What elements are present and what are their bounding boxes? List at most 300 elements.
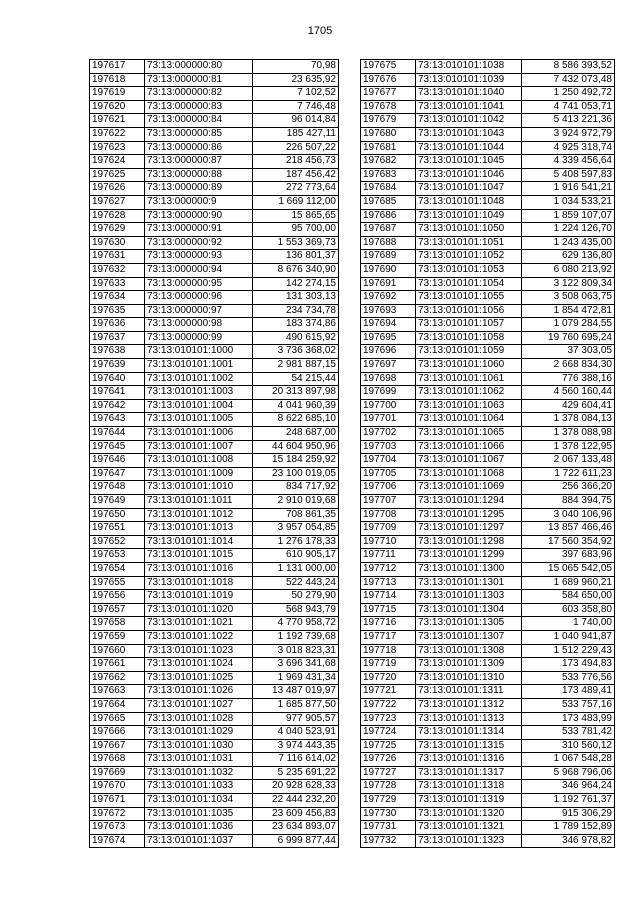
table-row — [90, 617, 339, 631]
table-row — [90, 821, 339, 835]
cadastral-number-cell: 73:13:010101:1299 — [416, 549, 522, 563]
row-number-cell: 197671 — [90, 794, 145, 808]
value-cell: 1 224 126,70 — [522, 223, 615, 237]
cadastral-number-cell: 73:13:010101:1057 — [416, 318, 522, 332]
row-number-cell: 197691 — [361, 277, 416, 291]
cadastral-number-cell: 73:13:010101:1019 — [145, 590, 253, 604]
table-row — [361, 644, 615, 658]
cadastral-number-cell: 73:13:010101:1297 — [416, 522, 522, 536]
value-cell: 1 916 541,21 — [522, 182, 615, 196]
cadastral-number-cell: 73:13:010101:1303 — [416, 590, 522, 604]
row-number-cell: 197636 — [90, 318, 145, 332]
table-row — [90, 481, 339, 495]
table-row — [361, 168, 615, 182]
row-number-cell: 197653 — [90, 549, 145, 563]
table-row — [90, 331, 339, 345]
cadastral-number-cell: 73:13:010101:1064 — [416, 413, 522, 427]
value-cell: 3 974 443,35 — [253, 739, 339, 753]
row-number-cell: 197642 — [90, 399, 145, 413]
value-cell: 397 683,96 — [522, 549, 615, 563]
cadastral-number-cell: 73:13:010101:1040 — [416, 87, 522, 101]
table-row — [90, 753, 339, 767]
cadastral-number-cell: 73:13:010101:1025 — [145, 671, 253, 685]
table-row — [361, 100, 615, 114]
row-number-cell: 197634 — [90, 291, 145, 305]
value-cell: 1 276 178,33 — [253, 535, 339, 549]
table-row — [361, 114, 615, 128]
row-number-cell: 197709 — [361, 522, 416, 536]
cadastral-number-cell: 73:13:010101:1320 — [416, 807, 522, 821]
table-row — [361, 467, 615, 481]
cadastral-number-cell: 73:13:010101:1305 — [416, 617, 522, 631]
cadastral-number-cell: 73:13:010101:1051 — [416, 236, 522, 250]
cadastral-number-cell: 73:13:010101:1295 — [416, 508, 522, 522]
table-row — [90, 671, 339, 685]
cadastral-number-cell: 73:13:010101:1068 — [416, 467, 522, 481]
value-cell: 776 388,16 — [522, 372, 615, 386]
row-number-cell: 197637 — [90, 331, 145, 345]
cadastral-number-cell: 73:13:010101:1312 — [416, 698, 522, 712]
value-cell: 6 999 877,44 — [253, 834, 339, 848]
row-number-cell: 197680 — [361, 127, 416, 141]
table-row — [361, 495, 615, 509]
table-row — [90, 195, 339, 209]
value-cell: 19 760 695,24 — [522, 331, 615, 345]
cadastral-number-cell: 73:13:010101:1043 — [416, 127, 522, 141]
cadastral-number-cell: 73:13:010101:1036 — [145, 821, 253, 835]
table-row — [361, 549, 615, 563]
cadastral-number-cell: 73:13:010101:1024 — [145, 658, 253, 672]
cadastral-number-cell: 73:13:000000:87 — [145, 155, 253, 169]
row-number-cell: 197707 — [361, 495, 416, 509]
row-number-cell: 197668 — [90, 753, 145, 767]
value-cell: 173 494,83 — [522, 658, 615, 672]
cadastral-number-cell: 73:13:010101:1023 — [145, 644, 253, 658]
value-cell: 533 776,56 — [522, 671, 615, 685]
cadastral-number-cell: 73:13:010101:1033 — [145, 780, 253, 794]
table-row — [361, 821, 615, 835]
value-cell: 603 358,80 — [522, 603, 615, 617]
value-cell: 44 604 950,96 — [253, 440, 339, 454]
row-number-cell: 197694 — [361, 318, 416, 332]
table-row — [90, 698, 339, 712]
table-row — [361, 359, 615, 373]
table-row — [361, 182, 615, 196]
cadastral-number-cell: 73:13:000000:82 — [145, 87, 253, 101]
row-number-cell: 197627 — [90, 195, 145, 209]
value-cell: 1 192 761,37 — [522, 794, 615, 808]
cadastral-number-cell: 73:13:010101:1049 — [416, 209, 522, 223]
table-row — [90, 522, 339, 536]
row-number-cell: 197650 — [90, 508, 145, 522]
value-cell: 2 668 834,30 — [522, 359, 615, 373]
cadastral-number-cell: 73:13:010101:1060 — [416, 359, 522, 373]
table-row — [361, 590, 615, 604]
row-number-cell: 197708 — [361, 508, 416, 522]
cadastral-number-cell: 73:13:000000:99 — [145, 331, 253, 345]
row-number-cell: 197729 — [361, 794, 416, 808]
value-cell: 4 770 958,72 — [253, 617, 339, 631]
cadastral-number-cell: 73:13:010101:1294 — [416, 495, 522, 509]
value-cell: 1 250 492,72 — [522, 87, 615, 101]
table-row — [361, 372, 615, 386]
value-cell: 1 789 152,89 — [522, 821, 615, 835]
table-row — [361, 223, 615, 237]
cadastral-number-cell: 73:13:000000:98 — [145, 318, 253, 332]
row-number-cell: 197732 — [361, 834, 416, 848]
table-row — [361, 508, 615, 522]
table-row — [90, 413, 339, 427]
cadastral-number-cell: 73:13:010101:1050 — [416, 223, 522, 237]
value-cell: 915 306,29 — [522, 807, 615, 821]
cadastral-number-cell: 73:13:010101:1028 — [145, 712, 253, 726]
row-number-cell: 197618 — [90, 73, 145, 87]
value-cell: 15 184 259,92 — [253, 454, 339, 468]
table-row — [90, 726, 339, 740]
table-row — [361, 155, 615, 169]
row-number-cell: 197728 — [361, 780, 416, 794]
cadastral-number-cell: 73:13:010101:1003 — [145, 386, 253, 400]
cadastral-number-cell: 73:13:010101:1029 — [145, 726, 253, 740]
value-cell: 7 432 073,48 — [522, 73, 615, 87]
row-number-cell: 197623 — [90, 141, 145, 155]
row-number-cell: 197690 — [361, 263, 416, 277]
cadastral-number-cell: 73:13:010101:1044 — [416, 141, 522, 155]
table-row — [90, 630, 339, 644]
row-number-cell: 197626 — [90, 182, 145, 196]
cadastral-number-cell: 73:13:010101:1014 — [145, 535, 253, 549]
cadastral-number-cell: 73:13:010101:1037 — [145, 834, 253, 848]
row-number-cell: 197718 — [361, 644, 416, 658]
row-number-cell: 197731 — [361, 821, 416, 835]
cadastral-number-cell: 73:13:010101:1022 — [145, 630, 253, 644]
table-row — [361, 141, 615, 155]
value-cell: 584 650,00 — [522, 590, 615, 604]
value-cell: 23 634 893,07 — [253, 821, 339, 835]
table-row — [90, 209, 339, 223]
row-number-cell: 197663 — [90, 685, 145, 699]
row-number-cell: 197676 — [361, 73, 416, 87]
row-number-cell: 197630 — [90, 236, 145, 250]
cadastral-number-cell: 73:13:010101:1062 — [416, 386, 522, 400]
cadastral-number-cell: 73:13:010101:1061 — [416, 372, 522, 386]
table-row — [361, 87, 615, 101]
table-row — [361, 807, 615, 821]
row-number-cell: 197638 — [90, 345, 145, 359]
table-row — [90, 318, 339, 332]
table-row — [361, 535, 615, 549]
row-number-cell: 197683 — [361, 168, 416, 182]
value-cell: 5 968 796,06 — [522, 766, 615, 780]
row-number-cell: 197730 — [361, 807, 416, 821]
value-cell: 1 040 941,87 — [522, 630, 615, 644]
row-number-cell: 197710 — [361, 535, 416, 549]
cadastral-number-cell: 73:13:010101:1298 — [416, 535, 522, 549]
value-cell: 7 746,48 — [253, 100, 339, 114]
row-number-cell: 197726 — [361, 753, 416, 767]
value-cell: 173 489,41 — [522, 685, 615, 699]
cadastral-number-cell: 73:13:010101:1006 — [145, 427, 253, 441]
cadastral-number-cell: 73:13:010101:1020 — [145, 603, 253, 617]
value-cell: 834 717,92 — [253, 481, 339, 495]
cadastral-number-cell: 73:13:010101:1027 — [145, 698, 253, 712]
table-row — [90, 168, 339, 182]
value-cell: 4 560 160,44 — [522, 386, 615, 400]
table-row — [90, 359, 339, 373]
value-cell: 522 443,24 — [253, 576, 339, 590]
row-number-cell: 197621 — [90, 114, 145, 128]
table-row — [90, 712, 339, 726]
table-row — [90, 807, 339, 821]
table-row — [361, 73, 615, 87]
cadastral-number-cell: 73:13:010101:1015 — [145, 549, 253, 563]
table-row — [90, 834, 339, 848]
cadastral-number-cell: 73:13:000000:83 — [145, 100, 253, 114]
table-row — [361, 195, 615, 209]
value-cell: 70,98 — [253, 60, 339, 74]
cadastral-number-cell: 73:13:010101:1318 — [416, 780, 522, 794]
table-row — [90, 372, 339, 386]
cadastral-number-cell: 73:13:010101:1048 — [416, 195, 522, 209]
row-number-cell: 197645 — [90, 440, 145, 454]
cadastral-number-cell: 73:13:010101:1069 — [416, 481, 522, 495]
value-cell: 4 339 456,64 — [522, 155, 615, 169]
table-row — [361, 454, 615, 468]
cadastral-number-cell: 73:13:000000:85 — [145, 127, 253, 141]
value-cell: 4 741 053,71 — [522, 100, 615, 114]
row-number-cell: 197658 — [90, 617, 145, 631]
cadastral-number-cell: 73:13:000000:89 — [145, 182, 253, 196]
cadastral-number-cell: 73:13:010101:1311 — [416, 685, 522, 699]
row-number-cell: 197727 — [361, 766, 416, 780]
value-cell: 1 067 548,28 — [522, 753, 615, 767]
table-row — [90, 603, 339, 617]
value-cell: 234 734,78 — [253, 304, 339, 318]
table-row — [361, 440, 615, 454]
row-number-cell: 197625 — [90, 168, 145, 182]
cadastral-number-cell: 73:13:010101:1026 — [145, 685, 253, 699]
row-number-cell: 197624 — [90, 155, 145, 169]
row-number-cell: 197719 — [361, 658, 416, 672]
table-row — [361, 291, 615, 305]
row-number-cell: 197696 — [361, 345, 416, 359]
value-cell: 8 622 685,10 — [253, 413, 339, 427]
table-row — [90, 454, 339, 468]
row-number-cell: 197660 — [90, 644, 145, 658]
table-row — [90, 658, 339, 672]
row-number-cell: 197619 — [90, 87, 145, 101]
value-cell: 7 102,52 — [253, 87, 339, 101]
table-row — [361, 698, 615, 712]
table-row — [361, 834, 615, 848]
cadastral-number-cell: 73:13:010101:1011 — [145, 495, 253, 509]
table-row — [361, 712, 615, 726]
table-row — [90, 236, 339, 250]
cadastral-number-cell: 73:13:010101:1046 — [416, 168, 522, 182]
table-row — [361, 671, 615, 685]
table-row — [90, 155, 339, 169]
table-row — [90, 73, 339, 87]
value-cell: 3 924 972,79 — [522, 127, 615, 141]
value-cell: 23 635,92 — [253, 73, 339, 87]
row-number-cell: 197703 — [361, 440, 416, 454]
cadastral-number-cell: 73:13:010101:1058 — [416, 331, 522, 345]
table-row — [361, 399, 615, 413]
row-number-cell: 197688 — [361, 236, 416, 250]
cadastral-number-cell: 73:13:010101:1059 — [416, 345, 522, 359]
table-row — [90, 780, 339, 794]
row-number-cell: 197725 — [361, 739, 416, 753]
table-row — [90, 114, 339, 128]
value-cell: 1 243 435,00 — [522, 236, 615, 250]
table-row — [361, 427, 615, 441]
value-cell: 2 981 887,15 — [253, 359, 339, 373]
row-number-cell: 197639 — [90, 359, 145, 373]
right-data-table — [360, 59, 615, 848]
value-cell: 5 408 597,83 — [522, 168, 615, 182]
table-row — [90, 562, 339, 576]
value-cell: 1 079 284,55 — [522, 318, 615, 332]
table-row — [90, 304, 339, 318]
row-number-cell: 197667 — [90, 739, 145, 753]
value-cell: 346 978,82 — [522, 834, 615, 848]
row-number-cell: 197664 — [90, 698, 145, 712]
table-row — [361, 209, 615, 223]
row-number-cell: 197714 — [361, 590, 416, 604]
row-number-cell: 197622 — [90, 127, 145, 141]
table-row — [361, 127, 615, 141]
value-cell: 20 928 628,33 — [253, 780, 339, 794]
row-number-cell: 197631 — [90, 250, 145, 264]
table-row — [90, 100, 339, 114]
value-cell: 15 865,65 — [253, 209, 339, 223]
value-cell: 1 512 229,43 — [522, 644, 615, 658]
row-number-cell: 197705 — [361, 467, 416, 481]
cadastral-number-cell: 73:13:000000:86 — [145, 141, 253, 155]
value-cell: 3 018 823,31 — [253, 644, 339, 658]
table-row — [90, 794, 339, 808]
table-row — [361, 277, 615, 291]
row-number-cell: 197649 — [90, 495, 145, 509]
cadastral-number-cell: 73:13:010101:1039 — [416, 73, 522, 87]
left-data-table — [89, 59, 339, 848]
row-number-cell: 197715 — [361, 603, 416, 617]
value-cell: 3 040 106,96 — [522, 508, 615, 522]
row-number-cell: 197640 — [90, 372, 145, 386]
value-cell: 629 136,80 — [522, 250, 615, 264]
value-cell: 1 859 107,07 — [522, 209, 615, 223]
cadastral-number-cell: 73:13:010101:1315 — [416, 739, 522, 753]
value-cell: 3 696 341,68 — [253, 658, 339, 672]
table-row — [90, 263, 339, 277]
table-row — [361, 780, 615, 794]
table-row — [361, 753, 615, 767]
cadastral-number-cell: 73:13:010101:1321 — [416, 821, 522, 835]
table-row — [90, 440, 339, 454]
cadastral-number-cell: 73:13:010101:1065 — [416, 427, 522, 441]
left-table-body — [90, 60, 339, 848]
row-number-cell: 197687 — [361, 223, 416, 237]
row-number-cell: 197681 — [361, 141, 416, 155]
table-row — [90, 87, 339, 101]
value-cell: 13 857 466,46 — [522, 522, 615, 536]
row-number-cell: 197659 — [90, 630, 145, 644]
row-number-cell: 197721 — [361, 685, 416, 699]
value-cell: 187 456,42 — [253, 168, 339, 182]
row-number-cell: 197641 — [90, 386, 145, 400]
value-cell: 23 609 456,83 — [253, 807, 339, 821]
table-row — [361, 630, 615, 644]
table-row — [361, 318, 615, 332]
value-cell: 1 740,00 — [522, 617, 615, 631]
table-row — [361, 658, 615, 672]
table-row — [90, 508, 339, 522]
cadastral-number-cell: 73:13:010101:1016 — [145, 562, 253, 576]
value-cell: 54 215,44 — [253, 372, 339, 386]
cadastral-number-cell: 73:13:010101:1012 — [145, 508, 253, 522]
table-row — [361, 726, 615, 740]
value-cell: 256 366,20 — [522, 481, 615, 495]
row-number-cell: 197673 — [90, 821, 145, 835]
row-number-cell: 197635 — [90, 304, 145, 318]
table-row — [361, 60, 615, 74]
row-number-cell: 197669 — [90, 766, 145, 780]
value-cell: 1 378 084,13 — [522, 413, 615, 427]
value-cell: 5 413 221,36 — [522, 114, 615, 128]
value-cell: 37 303,05 — [522, 345, 615, 359]
table-row — [361, 413, 615, 427]
row-number-cell: 197697 — [361, 359, 416, 373]
table-row — [90, 277, 339, 291]
row-number-cell: 197700 — [361, 399, 416, 413]
row-number-cell: 197699 — [361, 386, 416, 400]
value-cell: 185 427,11 — [253, 127, 339, 141]
value-cell: 1 669 112,00 — [253, 195, 339, 209]
cadastral-number-cell: 73:13:010101:1001 — [145, 359, 253, 373]
cadastral-number-cell: 73:13:010101:1301 — [416, 576, 522, 590]
cadastral-number-cell: 73:13:000000:93 — [145, 250, 253, 264]
cadastral-number-cell: 73:13:010101:1313 — [416, 712, 522, 726]
row-number-cell: 197665 — [90, 712, 145, 726]
table-row — [361, 739, 615, 753]
table-row — [90, 495, 339, 509]
row-number-cell: 197662 — [90, 671, 145, 685]
value-cell: 490 615,92 — [253, 331, 339, 345]
cadastral-number-cell: 73:13:010101:1323 — [416, 834, 522, 848]
cadastral-number-cell: 73:13:000000:97 — [145, 304, 253, 318]
value-cell: 610 905,17 — [253, 549, 339, 563]
row-number-cell: 197684 — [361, 182, 416, 196]
table-row — [361, 236, 615, 250]
cadastral-number-cell: 73:13:010101:1317 — [416, 766, 522, 780]
value-cell: 248 687,00 — [253, 427, 339, 441]
table-row — [90, 549, 339, 563]
value-cell: 4 040 523,91 — [253, 726, 339, 740]
value-cell: 22 444 232,20 — [253, 794, 339, 808]
row-number-cell: 197724 — [361, 726, 416, 740]
table-row — [90, 223, 339, 237]
row-number-cell: 197686 — [361, 209, 416, 223]
value-cell: 95 700,00 — [253, 223, 339, 237]
table-row — [90, 685, 339, 699]
row-number-cell: 197706 — [361, 481, 416, 495]
row-number-cell: 197647 — [90, 467, 145, 481]
table-row — [361, 766, 615, 780]
value-cell: 533 757,16 — [522, 698, 615, 712]
row-number-cell: 197723 — [361, 712, 416, 726]
page-number: 1705 — [307, 25, 333, 37]
value-cell: 8 586 393,52 — [522, 60, 615, 74]
